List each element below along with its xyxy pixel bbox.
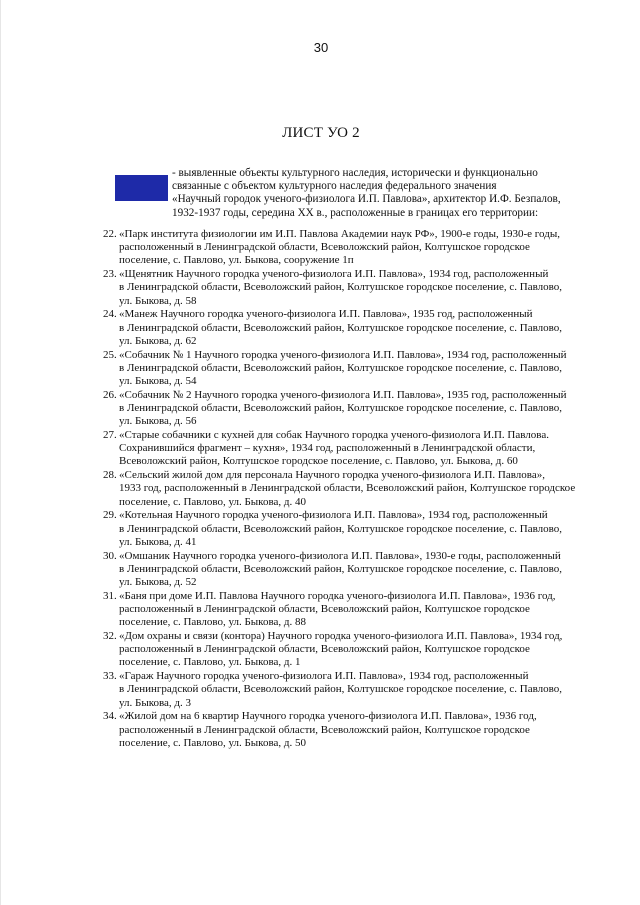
list-item-text: «Сельский жилой дом для персонала Научного городка ученого-физиолога И.П. Павлова», 1933 год, расположенный в Ленинградской области, Всеволожский район, Колтушское городское поселение, с. Павлово, ул. Быкова, д. 40 xyxy=(119,469,576,508)
heritage-objects-list xyxy=(105,228,597,751)
page-number: 30 xyxy=(313,40,329,55)
list-item-text: «Старые собачники с кухней для собак Научного городка ученого-физиолога И.П. Павлова. Сохранившийся фрагмент – кухня», 1934 год, расположенный в Ленинградской области, Всеволожский район, Колтушское городское поселение, с. Павлово, ул. Быкова, д. 60 xyxy=(119,429,549,468)
list-item-number: 24. xyxy=(103,308,117,321)
list-item-text: «Котельная Научного городка ученого-физиолога И.П. Павлова», 1934 год, расположенный в Ленинградской области, Всеволожский район, Колтушское городское поселение, с. Павлово, ул. Быкова, д. 41 xyxy=(119,509,563,548)
list-item-number: 34. xyxy=(103,710,117,723)
list-item-number: 31. xyxy=(103,589,117,602)
list-item-text: «Баня при доме И.П. Павлова Научного городка ученого-физиолога И.П. Павлова», 1936 год, расположенный в Ленинградской области, Всеволожский район, Колтушское городское поселение, с. Павлово, ул. Быкова, д. 88 xyxy=(119,589,556,629)
sheet-title: ЛИСТ УО 2 xyxy=(282,125,360,141)
list-item-text: «Собачник № 1 Научного городка ученого-физиолога И.П. Павлова», 1934 год, расположенный в Ленинградской области, Всеволожский район, Колтушское городское поселение, с. Павлово, ул. Быкова, д. 54 xyxy=(119,348,567,388)
list-item-number: 32. xyxy=(103,630,117,643)
list-item xyxy=(105,429,597,469)
list-item-number: 33. xyxy=(103,670,117,683)
list-item xyxy=(105,228,597,268)
legend-description: - выявленные объекты культурного наследия, исторически и функционально связанные с объектом культурного наследия федерального значения «Научный городок ученого-физиолога И.П. Павлова», архитектор И.Ф. Безпалов, 1932-1937 годы, середина XX в., расположенные в границах его территории: xyxy=(172,167,561,219)
list-item-text: «Манеж Научного городка ученого-физиолога И.П. Павлова», 1935 год, расположенный в Ленинградской области, Всеволожский район, Колтушское городское поселение, с. Павлово, ул. Быкова, д. 62 xyxy=(119,308,563,347)
list-item-text: «Омшаник Научного городка ученого-физиолога И.П. Павлова», 1930-е годы, расположенный в Ленинградской области, Всеволожский район, Колтушское городское поселение, с. Павлово, ул. Быкова, д. 52 xyxy=(119,549,563,589)
list-item-text: «Щенятник Научного городка ученого-физиолога И.П. Павлова», 1934 год, расположенный в Ленинградской области, Всеволожский район, Колтушское городское поселение, с. Павлово, ул. Быкова, д. 58 xyxy=(119,268,563,307)
list-item xyxy=(105,590,597,630)
list-item xyxy=(105,670,597,710)
list-item-number: 27. xyxy=(103,429,117,442)
list-item xyxy=(105,308,597,348)
list-item xyxy=(105,710,597,750)
list-item xyxy=(105,509,597,549)
list-item-number: 30. xyxy=(103,549,117,562)
list-item xyxy=(105,389,597,429)
list-item-number: 25. xyxy=(103,348,117,361)
list-item-text: «Гараж Научного городка ученого-физиолога И.П. Павлова», 1934 год, расположенный в Ленинградской области, Всеволожский район, Колтушское городское поселение, с. Павлово, ул. Быкова, д. 3 xyxy=(119,670,563,709)
list-item-text: «Жилой дом на 6 квартир Научного городка ученого-физиолога И.П. Павлова», 1936 год, расположенный в Ленинградской области, Всеволожский район, Колтушское городское поселение, с. Павлово, ул. Быкова, д. 50 xyxy=(119,710,537,749)
list-item-number: 29. xyxy=(103,509,117,522)
list-item-text: «Дом охраны и связи (контора) Научного городка ученого-физиолога И.П. Павлова», 1934 год, расположенный в Ленинградской области, Всеволожский район, Колтушское городское поселение, с. Павлово, ул. Быкова, д. 1 xyxy=(119,630,563,669)
list-item xyxy=(105,268,597,308)
list-item xyxy=(105,349,597,389)
list-item-text: «Собачник № 2 Научного городка ученого-физиолога И.П. Павлова», 1935 год, расположенный в Ленинградской области, Всеволожский район, Колтушское городское поселение, с. Павлово, ул. Быкова, д. 56 xyxy=(119,388,567,428)
list-item xyxy=(105,550,597,590)
legend-color-swatch xyxy=(115,175,168,201)
list-item-number: 23. xyxy=(103,268,117,281)
list-item-text: «Парк института физиологии им И.П. Павлова Академии наук РФ», 1900-е годы, 1930-е годы, расположенный в Ленинградской области, Всеволожский район, Колтушское городское поселение, с. Павлово, ул. Быкова, сооружение 1п xyxy=(119,228,560,267)
list-item-number: 28. xyxy=(103,469,117,482)
list-item xyxy=(105,630,597,670)
list-item-number: 22. xyxy=(103,228,117,240)
list-item xyxy=(105,469,597,509)
list-item-number: 26. xyxy=(103,388,117,401)
